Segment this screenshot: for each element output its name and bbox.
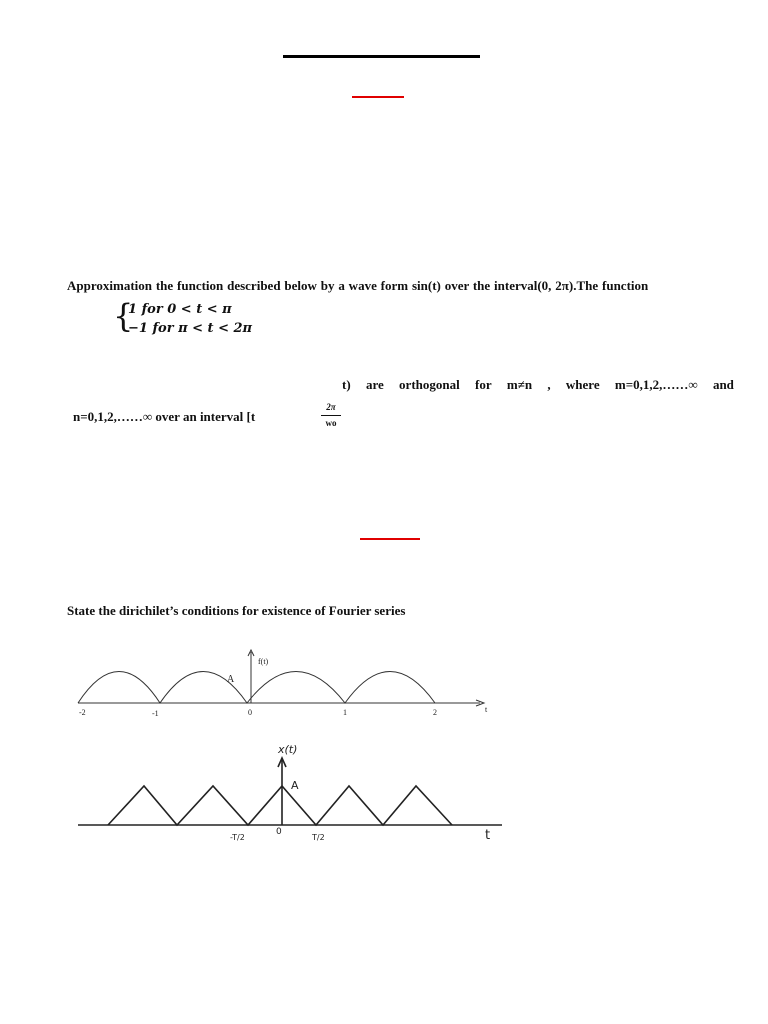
figure1-waveform (78, 672, 435, 704)
orth-word: , (547, 377, 551, 392)
figure1-amplitude-label: A (227, 674, 235, 685)
figure1-tick-label: 0 (248, 708, 252, 717)
question1-intro: Approximation the function described below by a wave form sin(t) over the interval(0, 2π).The function (67, 278, 649, 293)
orth-word: m≠n (506, 377, 533, 392)
piece-line-1: 1 for 0 < t < π (128, 302, 232, 317)
piece-line-2: −1 for π < t < 2π (128, 321, 253, 336)
figure2-tick-zero: 0 (276, 827, 282, 837)
figure2-axis-label: x(t) (278, 743, 298, 756)
figure2-amplitude-label: A (291, 779, 299, 792)
fraction-denominator: wo (325, 418, 337, 428)
orth-word: for (475, 377, 492, 392)
figure1-rectified-sine (78, 650, 484, 706)
figure1-tick-label: -2 (79, 708, 86, 717)
orth-word: t) (342, 377, 351, 392)
figure1-x-end-label: t (485, 705, 488, 714)
orth-word: are (365, 377, 384, 392)
figure1-tick-label: 2 (433, 708, 437, 717)
figure2-tick-right: T/2 (312, 833, 325, 842)
figure1-tick-label: -1 (152, 709, 159, 718)
orth-word: m=0,1,2,……∞ (614, 377, 698, 392)
figure2-waveform (108, 786, 452, 825)
figure1-tick-label: 1 (343, 708, 347, 717)
orth-word: where (565, 377, 600, 392)
figure1-axis-label: f(t) (258, 657, 269, 666)
fraction-numerator: 2π (326, 402, 336, 412)
figure2-x-end-label: t (485, 828, 491, 843)
orth-word: and (712, 377, 734, 392)
orth-word: orthogonal (399, 377, 460, 392)
question1-interval-line: n=0,1,2,……∞ over an interval [t (73, 409, 256, 424)
question2-text: State the dirichilet’s conditions for existence of Fourier series (67, 603, 406, 618)
figure2-triangle-wave (78, 758, 502, 825)
brace-icon: { (113, 297, 134, 335)
figure2-tick-left: -T/2 (230, 833, 245, 842)
